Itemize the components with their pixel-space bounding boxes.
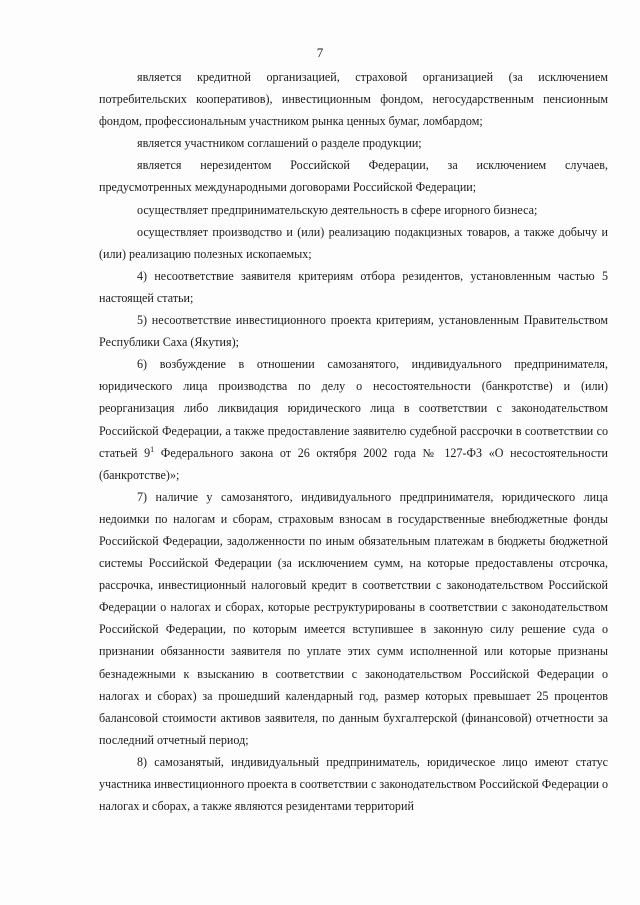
paragraph-item-6 xyxy=(99,353,608,486)
paragraph-item-8: 8) самозанятый, индивидуальный предприниматель, юридическое лицо имеют статус участника инвестиционного проекта в соответствии с законодательством Российской Федерации о налогах и сборах, а также являются резидентами территорий xyxy=(99,754,608,814)
paragraph-item-4: 4) несоответствие заявителя критериям отбора резидентов, установленным частью 5 настоящей статьи; xyxy=(99,268,608,305)
paragraph-item-5: 5) несоответствие инвестиционного проекта критериям, установленным Правительством Республики Саха (Якутия); xyxy=(99,313,608,350)
paragraph-production-sharing: является участником соглашений о разделе продукции; xyxy=(137,136,422,151)
paragraph-credit-organization: является кредитной организацией, страховой организацией (за исключением потребительских кооперативов), инвестиционным фондом, негосударственным пенсионным фондом, профессиональным участником рынка ценных бумаг, ломбардом; xyxy=(99,70,608,129)
page-number: 7 xyxy=(316,45,324,60)
body-text xyxy=(99,66,608,817)
article-superscript: 1 xyxy=(150,444,155,454)
paragraph-non-resident: является нерезидентом Российской Федерации, за исключением случаев, предусмотренных международными договорами Российской Федерации; xyxy=(99,158,608,195)
paragraph-excise-goods: осуществляет производство и (или) реализацию подакцизных товаров, а также добычу и (или) реализацию полезных ископаемых; xyxy=(99,224,608,261)
paragraph-item-6-text-end: Федерального закона от 26 октября 2002 года № 127-ФЗ «О несостоятельности (банкротстве)»; xyxy=(99,445,608,482)
paragraph-gambling-business: осуществляет предпринимательскую деятельность в сфере игорного бизнеса; xyxy=(137,202,538,217)
paragraph-item-6-text: 6) возбуждение в отношении самозанятого, индивидуального предпринимателя, юридического лица производства по делу о несостоятельности (банкротстве) и (или) реорганизация либо ликвидация юридического лица в соответствии с законодательством Российской Федерации, а также предоставление заявителю судебной рассрочки в соответствии со статьей 9 xyxy=(99,357,608,460)
paragraph-item-7: 7) наличие у самозанятого, индивидуального предпринимателя, юридического лица недоимки по налогам и сборам, страховым взносам в государственные внебюджетные фонды Российской Федерации, задолженности по иным обязательным платежам в бюджеты бюджетной системы Российской Федерации (за исключением сумм, на которые предоставлены отсрочка, рассрочка, инвестиционный налоговый кредит в соответствии с законодательством Российской Федерации о налогах и сборах, которые реструктурированы в соответствии с законодательством Российской Федерации, по которым имеется вступившее в законную силу решение суда о признании обязанности заявителя по уплате этих сумм исполненной или которые признаны безнадежными к взысканию в соответствии с законодательством Российской Федерации о налогах и сборах) за прошедший календарный год, размер которых превышает 25 процентов балансовой стоимости активов заявителя, по данным бухгалтерской (финансовой) отчетности за последний отчетный период; xyxy=(99,489,608,747)
